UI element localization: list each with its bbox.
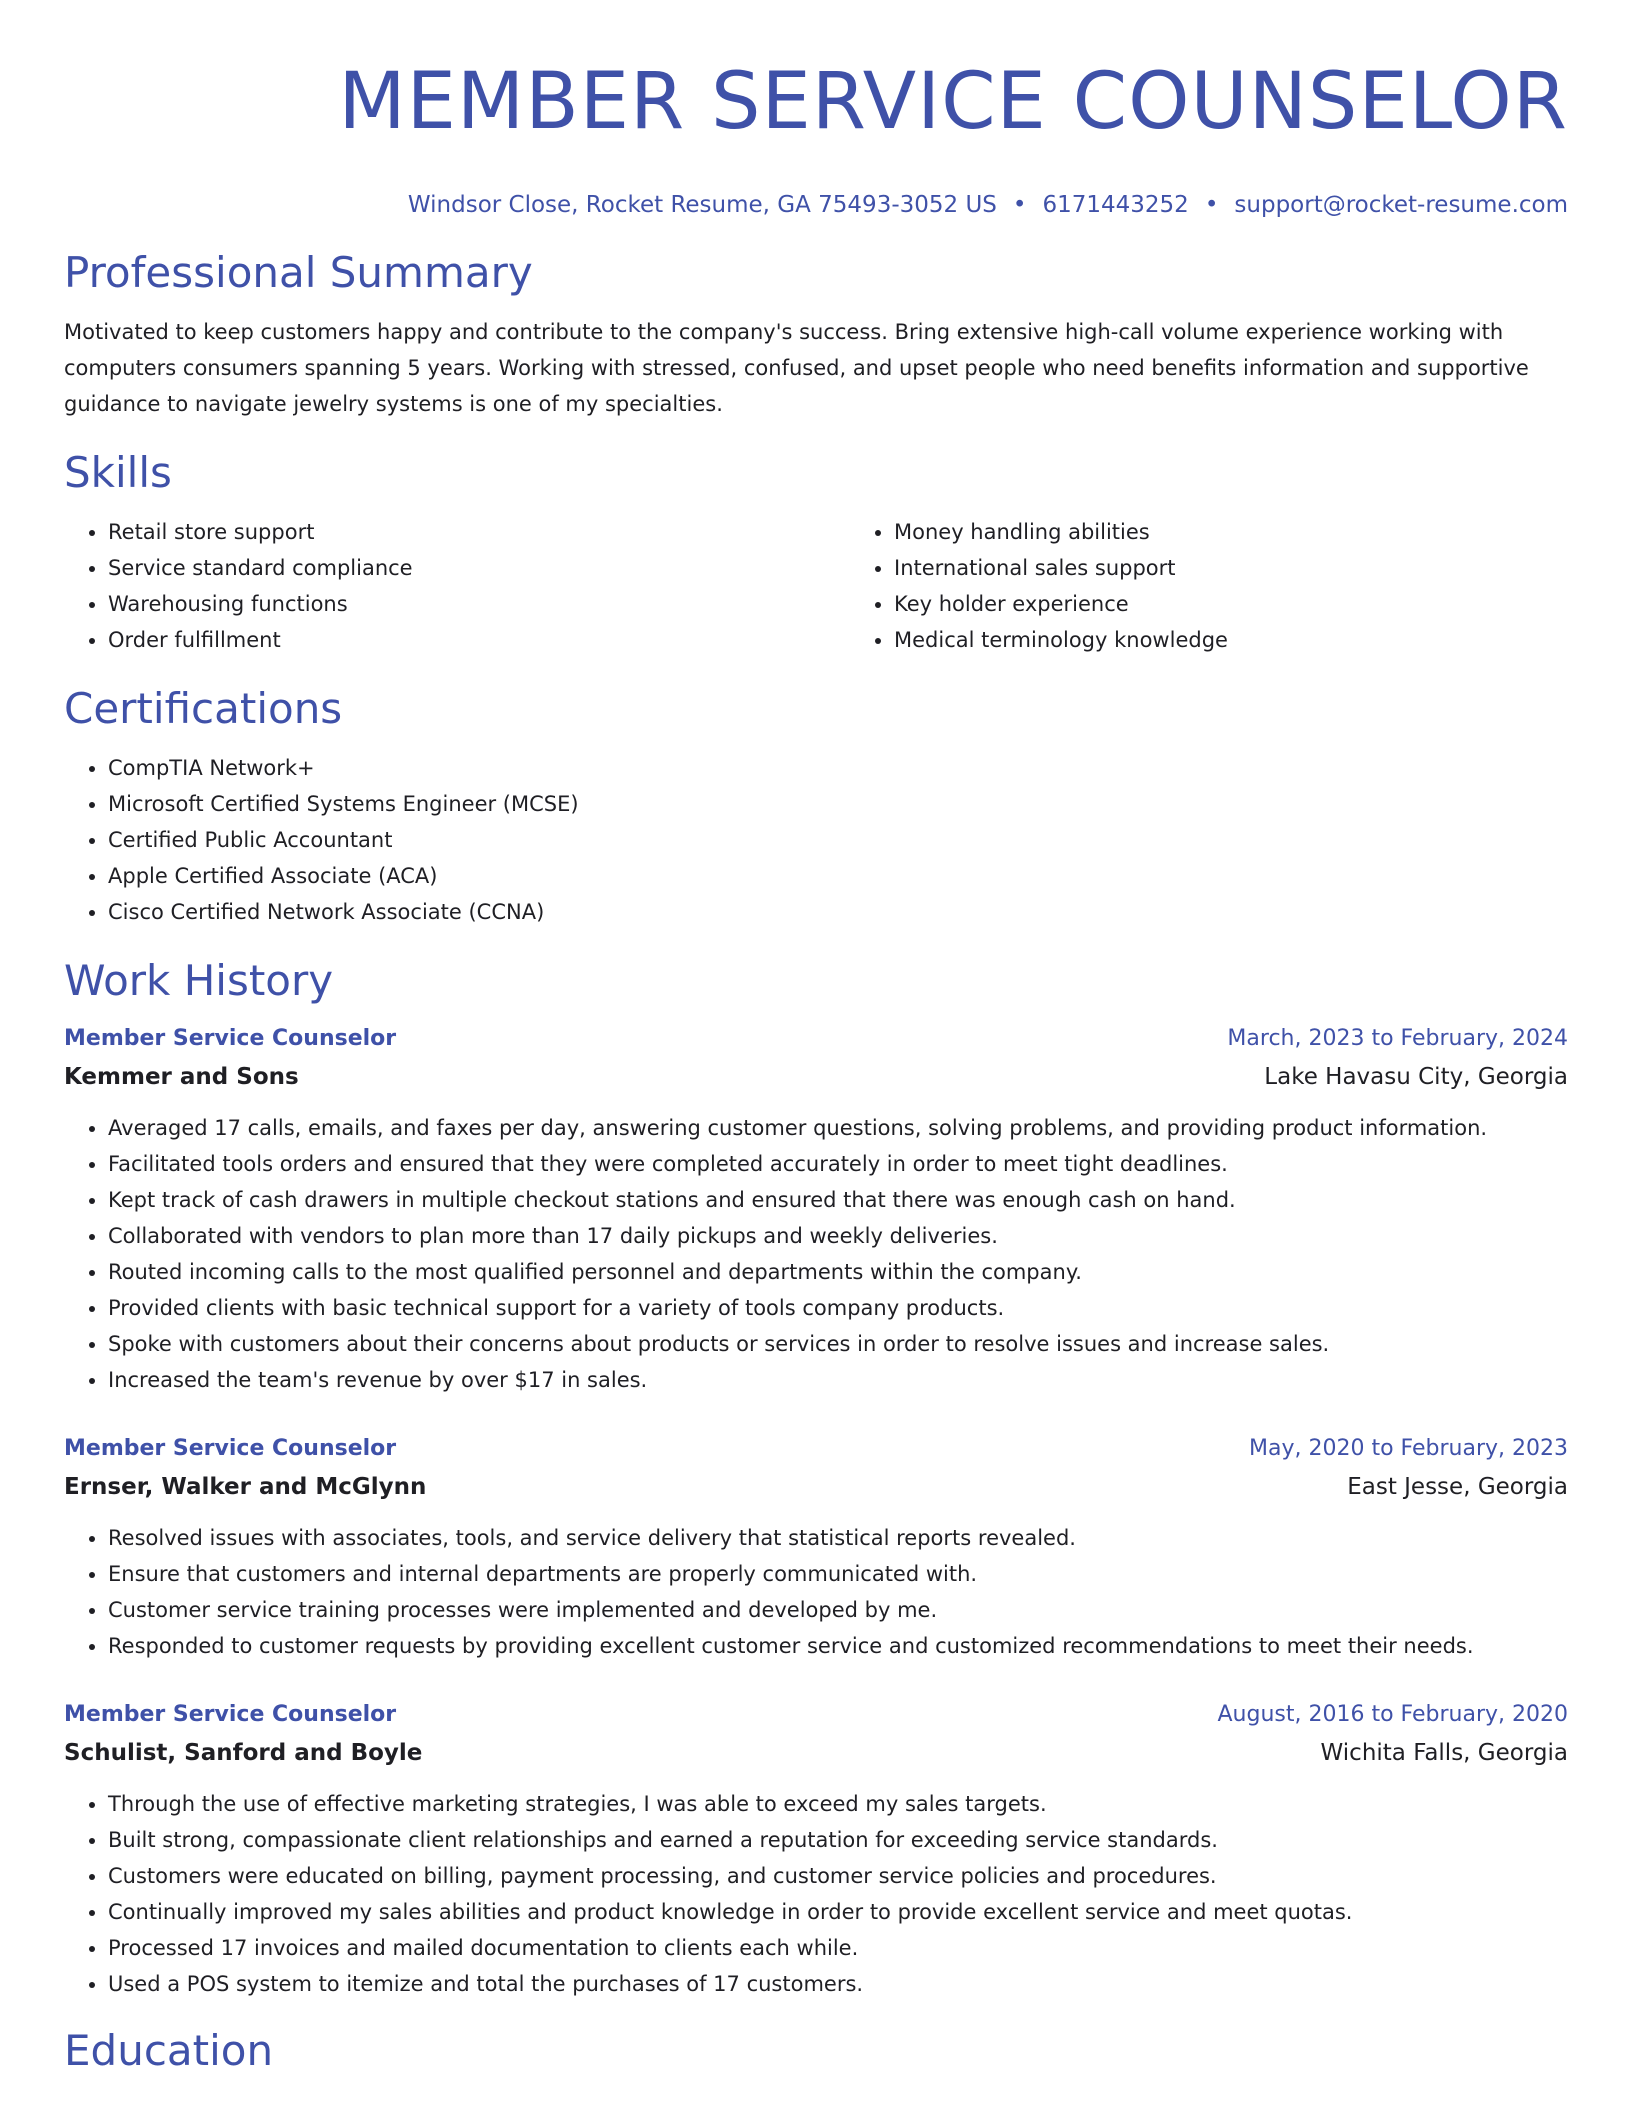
education-heading: Education <box>64 2026 274 2075</box>
work-history-section <box>64 956 1568 2002</box>
job-title-row <box>64 1020 1568 1058</box>
skills-section <box>64 448 1568 658</box>
job-bullet: • Spoke with customers about their concerns about products or services in order to resolve issues and increase sales. <box>108 1326 1568 1362</box>
skill-item: • Medical terminology knowledge <box>894 622 1568 658</box>
contact-separator: • <box>1204 192 1219 218</box>
certifications-list <box>64 750 1568 930</box>
resume-page <box>64 0 1568 2076</box>
summary-heading: Professional Summary <box>64 248 533 297</box>
skill-item: • Money handling abilities <box>894 514 1568 550</box>
job-dates: August, 2016 to February, 2020 <box>1217 1702 1568 1727</box>
certification-item: • Certified Public Accountant <box>108 822 1568 858</box>
job-bullet: • Used a POS system to itemize and total the purchases of 17 customers. <box>108 1966 1568 2002</box>
job-bullet: • Responded to customer requests by providing excellent customer service and customized recommendations to meet their needs. <box>108 1628 1568 1664</box>
job-bullets <box>64 1520 1568 1664</box>
certifications-section <box>64 684 1568 930</box>
job-title: Member Service Counselor <box>64 1026 397 1051</box>
job-bullet: • Increased the team's revenue by over $17 in sales. <box>108 1362 1568 1398</box>
job-dates: May, 2020 to February, 2023 <box>1249 1436 1568 1461</box>
certifications-heading: Certifications <box>64 684 343 733</box>
job-location: Lake Havasu City, Georgia <box>1264 1064 1568 1090</box>
job-company-row <box>64 1058 1568 1096</box>
certification-item: • Apple Certified Associate (ACA) <box>108 858 1568 894</box>
skill-item: • Retail store support <box>108 514 850 550</box>
education-section <box>64 2026 1568 2076</box>
skills-heading: Skills <box>64 448 172 497</box>
contact-separator: • <box>1012 192 1027 218</box>
job-bullet: • Averaged 17 calls, emails, and faxes per day, answering customer questions, solving problems, and providing product information. <box>108 1110 1568 1146</box>
skill-item: • International sales support <box>894 550 1568 586</box>
contact-email[interactable]: support@rocket-resume.com <box>1234 192 1568 218</box>
job-company: Ernser, Walker and McGlynn <box>64 1474 427 1500</box>
job-bullet: • Routed incoming calls to the most qualified personnel and departments within the company. <box>108 1254 1568 1290</box>
job-bullet: • Ensure that customers and internal departments are properly communicated with. <box>108 1556 1568 1592</box>
skills-columns <box>64 514 1568 658</box>
job-bullet: • Built strong, compassionate client relationships and earned a reputation for exceeding service standards. <box>108 1822 1568 1858</box>
job-company-row <box>64 1468 1568 1506</box>
job-bullet: • Resolved issues with associates, tools, and service delivery that statistical reports revealed. <box>108 1520 1568 1556</box>
job-title-row <box>64 1430 1568 1468</box>
job-bullet: • Provided clients with basic technical support for a variety of tools company products. <box>108 1290 1568 1326</box>
job-dates: March, 2023 to February, 2024 <box>1227 1026 1568 1051</box>
job-company: Kemmer and Sons <box>64 1064 299 1090</box>
work-history-heading: Work History <box>64 956 334 1005</box>
certification-item: • Microsoft Certified Systems Engineer (MCSE) <box>108 786 1568 822</box>
job-entry <box>64 1430 1568 1664</box>
skill-item: • Order fulfillment <box>108 622 850 658</box>
skill-item: • Service standard compliance <box>108 550 850 586</box>
job-title: Member Service Counselor <box>64 1436 397 1461</box>
job-location: East Jesse, Georgia <box>1347 1474 1568 1500</box>
contact-address: Windsor Close, Rocket Resume, GA 75493-3052 US <box>407 192 997 218</box>
contact-phone[interactable]: 6171443252 <box>1042 192 1189 218</box>
skill-item: • Warehousing functions <box>108 586 850 622</box>
job-bullet: • Processed 17 invoices and mailed documentation to clients each while. <box>108 1930 1568 1966</box>
job-location: Wichita Falls, Georgia <box>1320 1740 1568 1766</box>
job-title: Member Service Counselor <box>64 1702 397 1727</box>
job-bullets <box>64 1110 1568 1398</box>
job-company: Schulist, Sanford and Boyle <box>64 1740 423 1766</box>
skill-item: • Key holder experience <box>894 586 1568 622</box>
job-bullet: • Customers were educated on billing, payment processing, and customer service policies and procedures. <box>108 1858 1568 1894</box>
job-bullet: • Customer service training processes were implemented and developed by me. <box>108 1592 1568 1628</box>
skills-list-right <box>850 514 1568 658</box>
job-bullet: • Continually improved my sales abilities and product knowledge in order to provide excellent service and meet quotas. <box>108 1894 1568 1930</box>
resume-header <box>64 0 1568 220</box>
summary-text: Motivated to keep customers happy and contribute to the company's success. Bring extensive high-call volume experience working with computers consumers spanning 5 years. Working with stressed, confused, and upset people who need benefits information and supportive guidance to navigate jewelry systems is one of my specialties. <box>64 320 1529 416</box>
page-title: MEMBER SERVICE COUNSELOR <box>338 57 1568 147</box>
summary-section <box>64 248 1568 422</box>
job-bullet: • Kept track of cash drawers in multiple checkout stations and ensured that there was enough cash on hand. <box>108 1182 1568 1218</box>
job-bullet: • Facilitated tools orders and ensured that they were completed accurately in order to meet tight deadlines. <box>108 1146 1568 1182</box>
job-company-row <box>64 1734 1568 1772</box>
contact-line <box>64 190 1568 220</box>
certification-item: • CompTIA Network+ <box>108 750 1568 786</box>
job-bullet: • Through the use of effective marketing strategies, I was able to exceed my sales targets. <box>108 1786 1568 1822</box>
job-bullet: • Collaborated with vendors to plan more than 17 daily pickups and weekly deliveries. <box>108 1218 1568 1254</box>
job-title-row <box>64 1696 1568 1734</box>
certification-item: • Cisco Certified Network Associate (CCNA) <box>108 894 1568 930</box>
job-bullets <box>64 1786 1568 2002</box>
skills-list-left <box>64 514 850 658</box>
job-entry <box>64 1020 1568 1398</box>
job-entry <box>64 1696 1568 2002</box>
